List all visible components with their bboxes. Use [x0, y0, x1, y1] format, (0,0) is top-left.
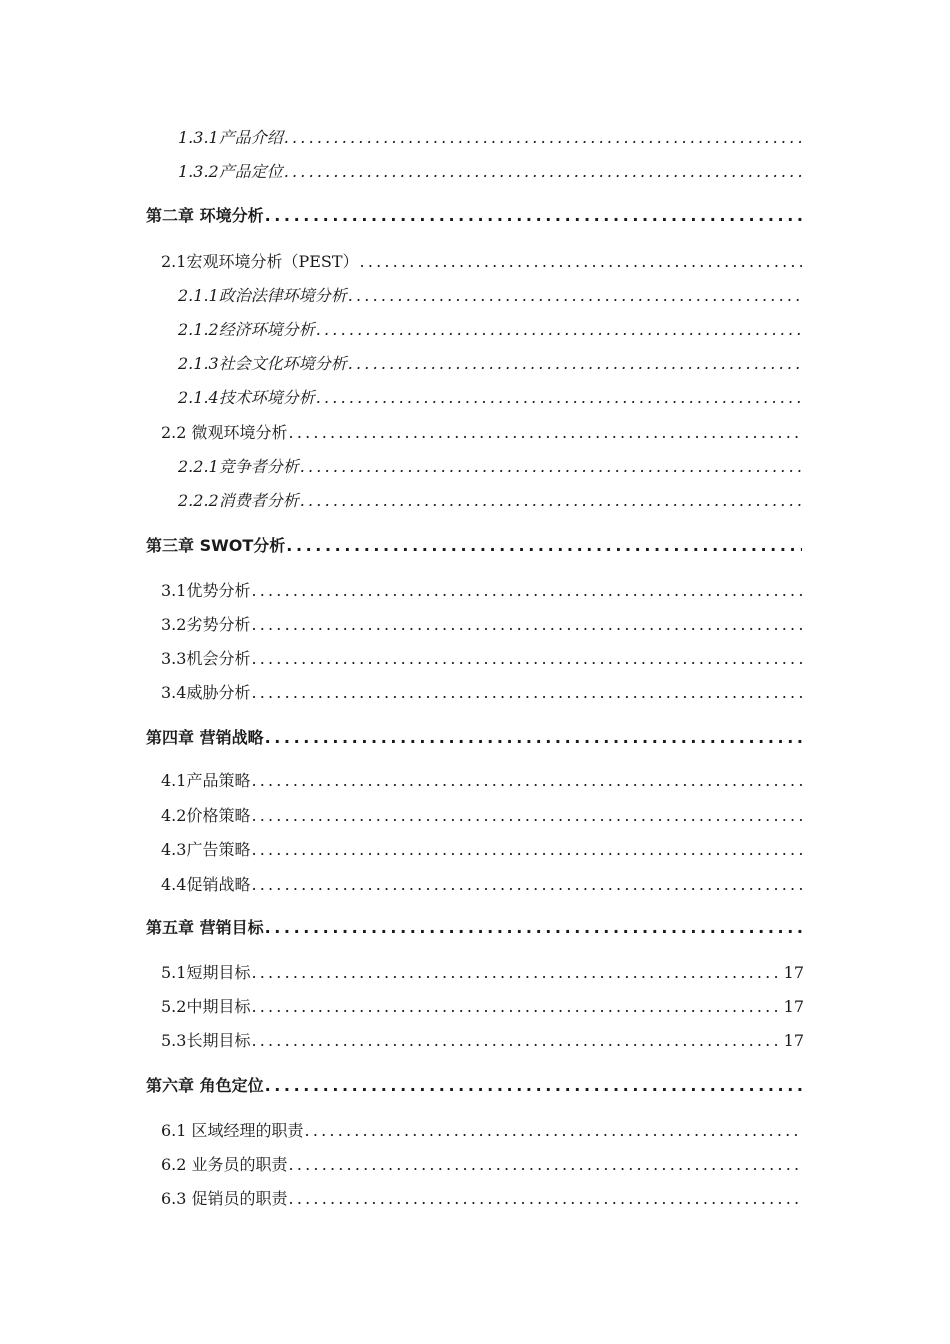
- toc-leader: [283, 161, 802, 183]
- toc-entry[interactable]: [161, 770, 804, 792]
- toc-entry-title: 2.1.2经济环境分析: [178, 320, 315, 339]
- toc-entry[interactable]: [161, 874, 804, 896]
- toc-page-number: 17: [783, 1031, 804, 1050]
- toc-chapter-title: 第六章 角色定位: [146, 1076, 264, 1095]
- toc-leader: [315, 319, 802, 341]
- toc-leader: [264, 205, 802, 227]
- toc-leader: [347, 285, 802, 307]
- toc-entry-title: 2.1.4技术环境分析: [178, 388, 315, 407]
- toc-entry[interactable]: [178, 127, 804, 149]
- toc-entry[interactable]: [161, 614, 804, 636]
- toc-entry-title: 2.2.2消费者分析: [178, 491, 299, 510]
- toc-entry-title: 1.3.2产品定位: [178, 162, 283, 181]
- toc-entry-title: 4.4促销战略: [161, 875, 251, 894]
- toc-entry-title: 3.3机会分析: [161, 649, 251, 668]
- toc-entry-title: 6.2 业务员的职责: [161, 1155, 288, 1174]
- toc-leader: [250, 648, 802, 670]
- toc-leader: [347, 353, 802, 375]
- toc-leader: [299, 456, 802, 478]
- toc-leader: [250, 1030, 781, 1052]
- toc-chapter[interactable]: [146, 917, 804, 939]
- toc-entry-title: 2.2.1竞争者分析: [178, 457, 299, 476]
- toc-entry-title: 5.2中期目标: [161, 997, 251, 1016]
- toc-entry[interactable]: [161, 805, 804, 827]
- toc-entry-title: 4.3广告策略: [161, 840, 251, 859]
- toc-entry[interactable]: [178, 456, 804, 478]
- toc-chapter[interactable]: [146, 727, 804, 749]
- toc-leader: [264, 917, 802, 939]
- toc-chapter-title: 第二章 环境分析: [146, 206, 264, 225]
- toc-entry-title: 1.3.1产品介绍: [178, 128, 283, 147]
- toc-leader: [250, 996, 781, 1018]
- toc-leader: [250, 682, 802, 704]
- toc-leader: [304, 1120, 802, 1142]
- toc-leader: [250, 962, 781, 984]
- toc-entry-title: 5.3长期目标: [161, 1031, 251, 1050]
- toc-entry-title: 3.4威胁分析: [161, 683, 251, 702]
- toc-leader: [264, 1075, 802, 1097]
- toc-entry[interactable]: [178, 161, 804, 183]
- toc-leader: [288, 422, 802, 444]
- toc-entry-title: 6.1 区域经理的职责: [161, 1121, 304, 1140]
- toc-entry[interactable]: [161, 682, 804, 704]
- toc-leader: [250, 874, 802, 896]
- toc-leader: [250, 805, 802, 827]
- toc-entry-title: 2.1宏观环境分析（PEST）: [161, 252, 359, 271]
- toc-leader: [250, 580, 802, 602]
- toc-leader: [285, 535, 802, 557]
- toc-entry[interactable]: [161, 1188, 804, 1210]
- toc-leader: [250, 839, 802, 861]
- toc-chapter[interactable]: [146, 535, 804, 557]
- toc-entry-title: 3.1优势分析: [161, 581, 251, 600]
- toc-leader: [288, 1188, 802, 1210]
- toc-entry[interactable]: [161, 648, 804, 670]
- toc-entry-title: 2.1.3社会文化环境分析: [178, 354, 347, 373]
- toc-entry-title: 6.3 促销员的职责: [161, 1189, 288, 1208]
- toc-leader: [315, 387, 802, 409]
- toc-entry-title: 2.1.1政治法律环境分析: [178, 286, 347, 305]
- toc-entry-title: 5.1短期目标: [161, 963, 251, 982]
- toc-entry[interactable]: [178, 490, 804, 512]
- toc-entry[interactable]: [178, 285, 804, 307]
- toc-entry[interactable]: [161, 422, 804, 444]
- toc-leader: [359, 251, 802, 273]
- toc-page-number: 17: [783, 963, 804, 982]
- toc-leader: [250, 770, 802, 792]
- toc-entry[interactable]: [161, 1030, 804, 1052]
- toc-entry[interactable]: [161, 1154, 804, 1176]
- toc-entry[interactable]: [161, 962, 804, 984]
- toc-entry-title: 4.1产品策略: [161, 771, 251, 790]
- toc-leader: [250, 614, 802, 636]
- toc-page-number: 17: [783, 997, 804, 1016]
- toc-leader: [283, 127, 802, 149]
- toc-entry[interactable]: [178, 353, 804, 375]
- toc-leader: [264, 727, 802, 749]
- toc-chapter[interactable]: [146, 205, 804, 227]
- toc-entry-title: 3.2劣势分析: [161, 615, 251, 634]
- toc-entry[interactable]: [161, 580, 804, 602]
- toc-entry[interactable]: [178, 319, 804, 341]
- toc-entry-title: 2.2 微观环境分析: [161, 423, 288, 442]
- toc-chapter-title: 第三章 SWOT分析: [146, 536, 286, 555]
- toc-leader: [288, 1154, 802, 1176]
- toc-entry[interactable]: [161, 996, 804, 1018]
- toc-entry-title: 4.2价格策略: [161, 806, 251, 825]
- toc-chapter-title: 第四章 营销战略: [146, 728, 264, 747]
- toc-entry[interactable]: [161, 251, 804, 273]
- toc-chapter-title: 第五章 营销目标: [146, 918, 264, 937]
- toc-entry[interactable]: [161, 839, 804, 861]
- toc-chapter[interactable]: [146, 1075, 804, 1097]
- toc-entry[interactable]: [161, 1120, 804, 1142]
- toc-leader: [299, 490, 802, 512]
- toc-entry[interactable]: [178, 387, 804, 409]
